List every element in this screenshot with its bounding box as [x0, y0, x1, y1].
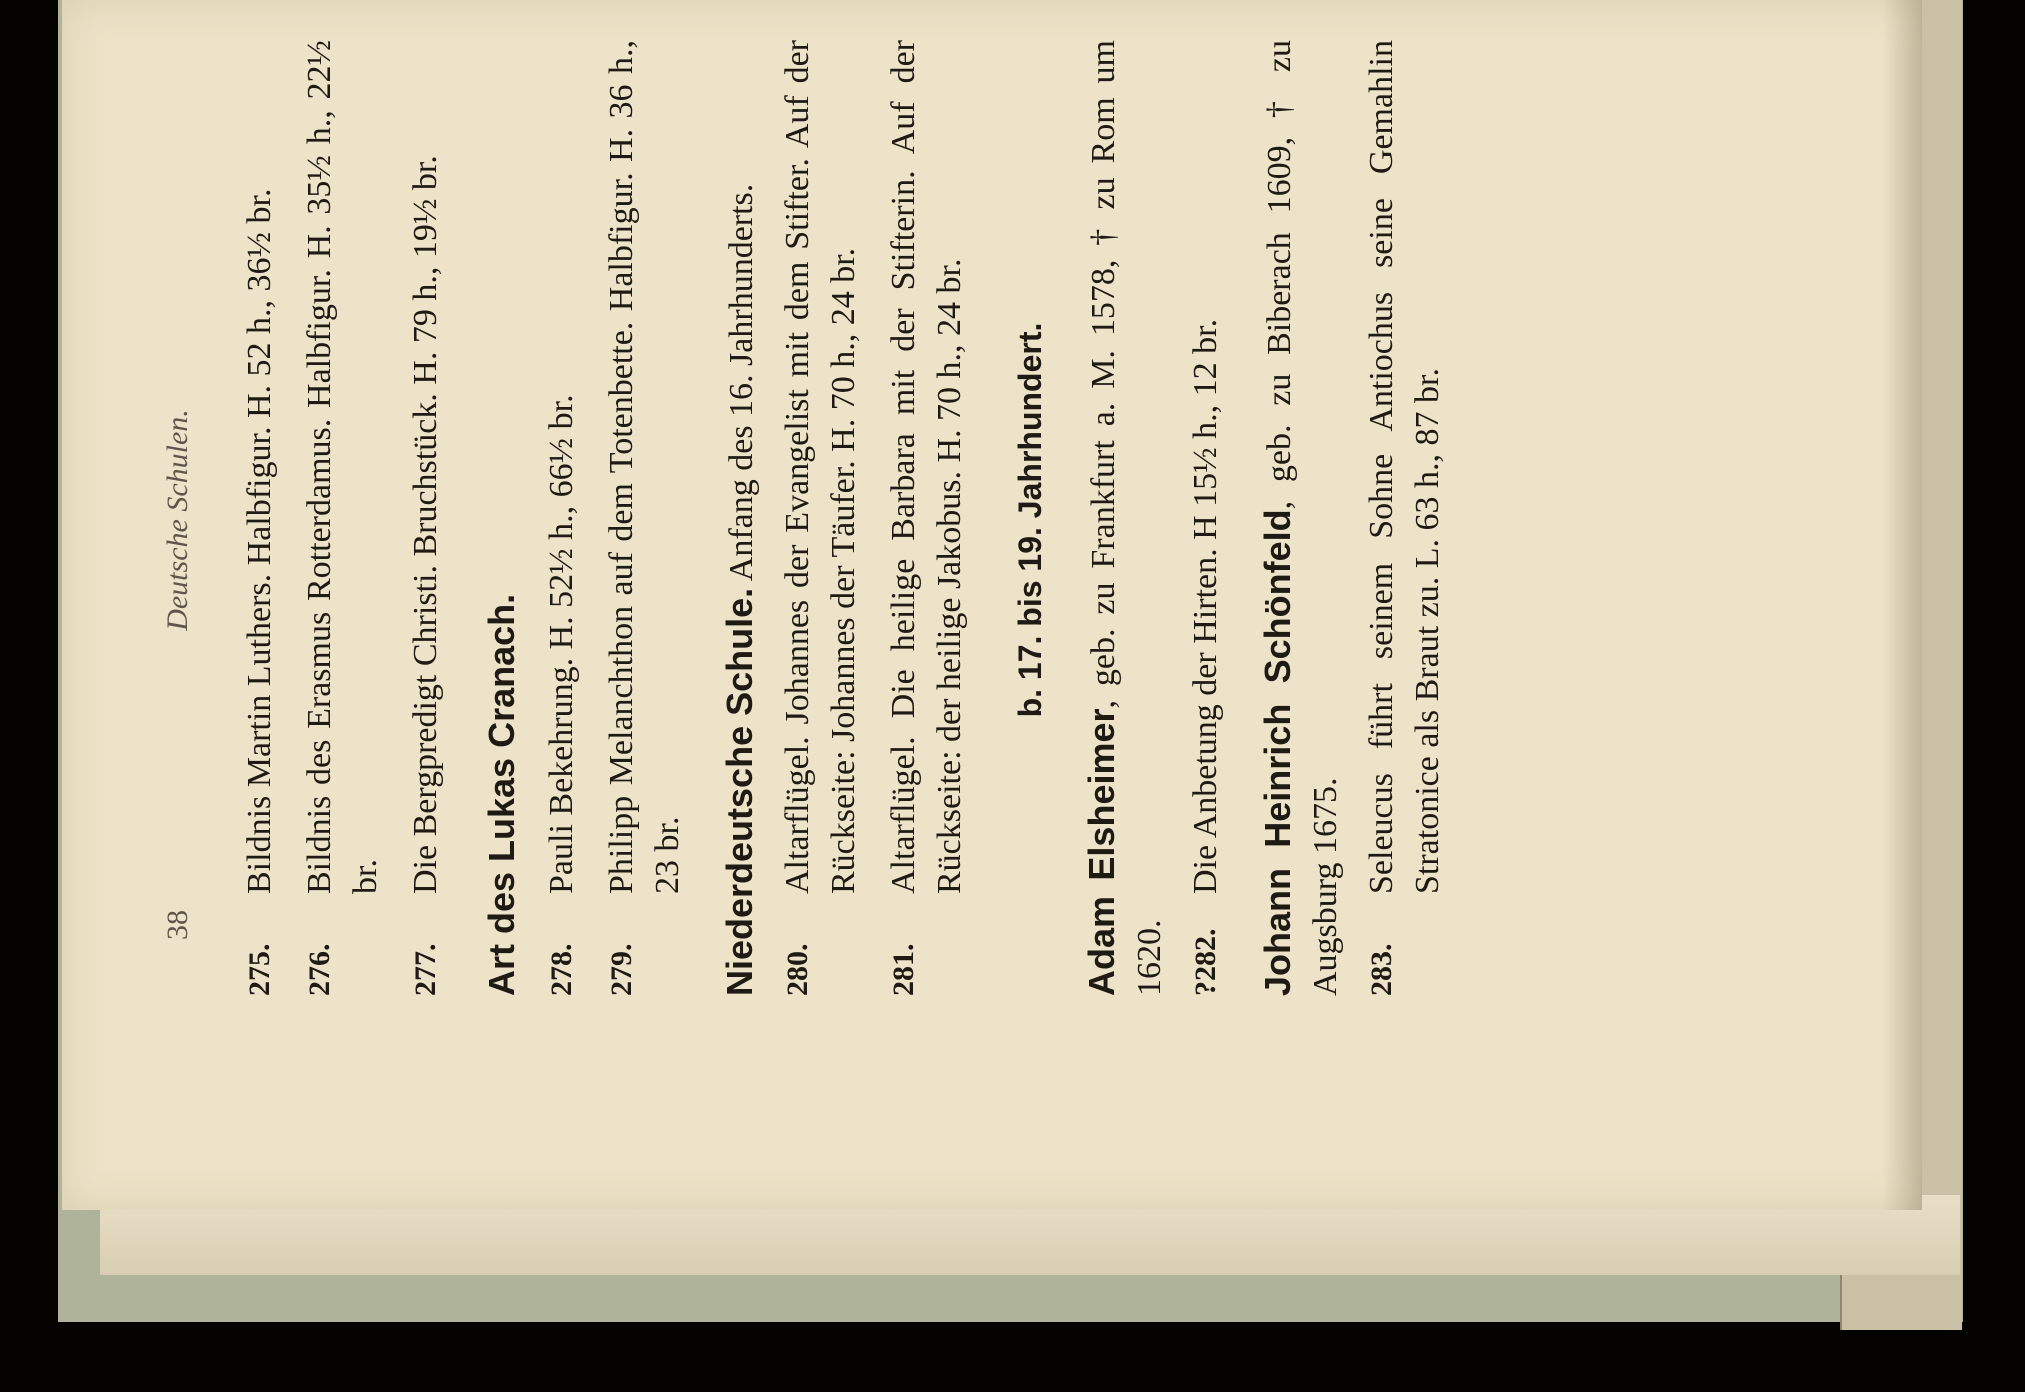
catalog-entry [1183, 40, 1229, 1000]
catalog-entry [775, 40, 867, 1000]
entry-number: ?282. [1189, 928, 1222, 996]
entry-text: Die Bergpredigt Christi. Bruchstück. H. 79 h., 19½ br. [407, 155, 444, 894]
running-head [155, 40, 199, 1000]
entry-text: Bildnis des Erasmus Rotterdamus. Halbfigur. H. 35½ h., 22½ br. [301, 40, 384, 894]
artist-bio: , geb. zu Frankfurt a. M. 1578, † zu Rom um 1620. [1085, 40, 1168, 996]
page-text-block [155, 40, 1685, 1000]
page-number: 38 [161, 910, 194, 940]
entry-number: 278. [545, 943, 578, 996]
entry-text: Seleucus führt seinem Sohne Antiochus seine Gemahlin Stratonice als Braut zu. L. 63 h., 87 br. [1363, 40, 1446, 894]
running-title: Deutsche Schulen. [161, 409, 194, 631]
entry-text: Bildnis Martin Luthers. Halbfigur. H. 52 h., 36½ br. [241, 188, 278, 894]
entry-text: Altarflügel. Johannes der Evangelist mit dem Stifter. Auf der Rückseite: Johannes der Täufer. H. 70 h., 24 br. [779, 40, 862, 894]
entry-number: 281. [887, 943, 920, 996]
catalog-entry [881, 40, 973, 1000]
catalog-entry [1359, 40, 1451, 1000]
entry-text: Die Anbetung der Hirten. H 15½ h., 12 br. [1187, 318, 1224, 894]
artist-heading-schoenfeld [1255, 40, 1349, 996]
catalog-entry [237, 40, 283, 1000]
entry-text: Altarflügel. Die heilige Barbara mit der Stifterin. Auf der Rückseite: der heilige Jakobus. H. 70 h., 24 br. [885, 40, 968, 894]
entry-number: 275. [243, 943, 276, 996]
section-heading-niederdeutsche [717, 40, 765, 996]
catalog-entry [539, 40, 585, 1000]
section-heading-cranach: Art des Lukas Cranach. [481, 593, 522, 996]
century-heading: b. 17. bis 19. Jahrhundert. [1012, 322, 1048, 718]
school-name: Niederdeutsche Schule. [719, 587, 760, 996]
entry-number: 277. [409, 943, 442, 996]
entry-number: 276. [303, 943, 336, 996]
entry-number: 280. [781, 943, 814, 996]
school-period: Anfang des 16. Jahrhunderts. [723, 183, 760, 588]
artist-name: Johann Heinrich Schönfeld [1257, 509, 1298, 996]
catalog-entry [403, 40, 449, 1000]
catalog-entry [599, 40, 691, 1000]
artist-heading-elsheimer [1079, 40, 1173, 996]
entry-text: Pauli Bekehrung. H. 52½ h., 66½ br. [543, 394, 580, 894]
catalog-entry [297, 40, 389, 1000]
entry-number: 283. [1365, 943, 1398, 996]
entry-text: Philipp Melanchthon auf dem Totenbette. Halbfigur. H. 36 h., 23 br. [603, 40, 686, 894]
entry-number: 279. [605, 943, 638, 996]
artist-name: Adam Elsheimer [1081, 708, 1122, 996]
artist-bio: , geb. zu Biberach 1609, † zu Augsburg 1675. [1261, 40, 1344, 996]
